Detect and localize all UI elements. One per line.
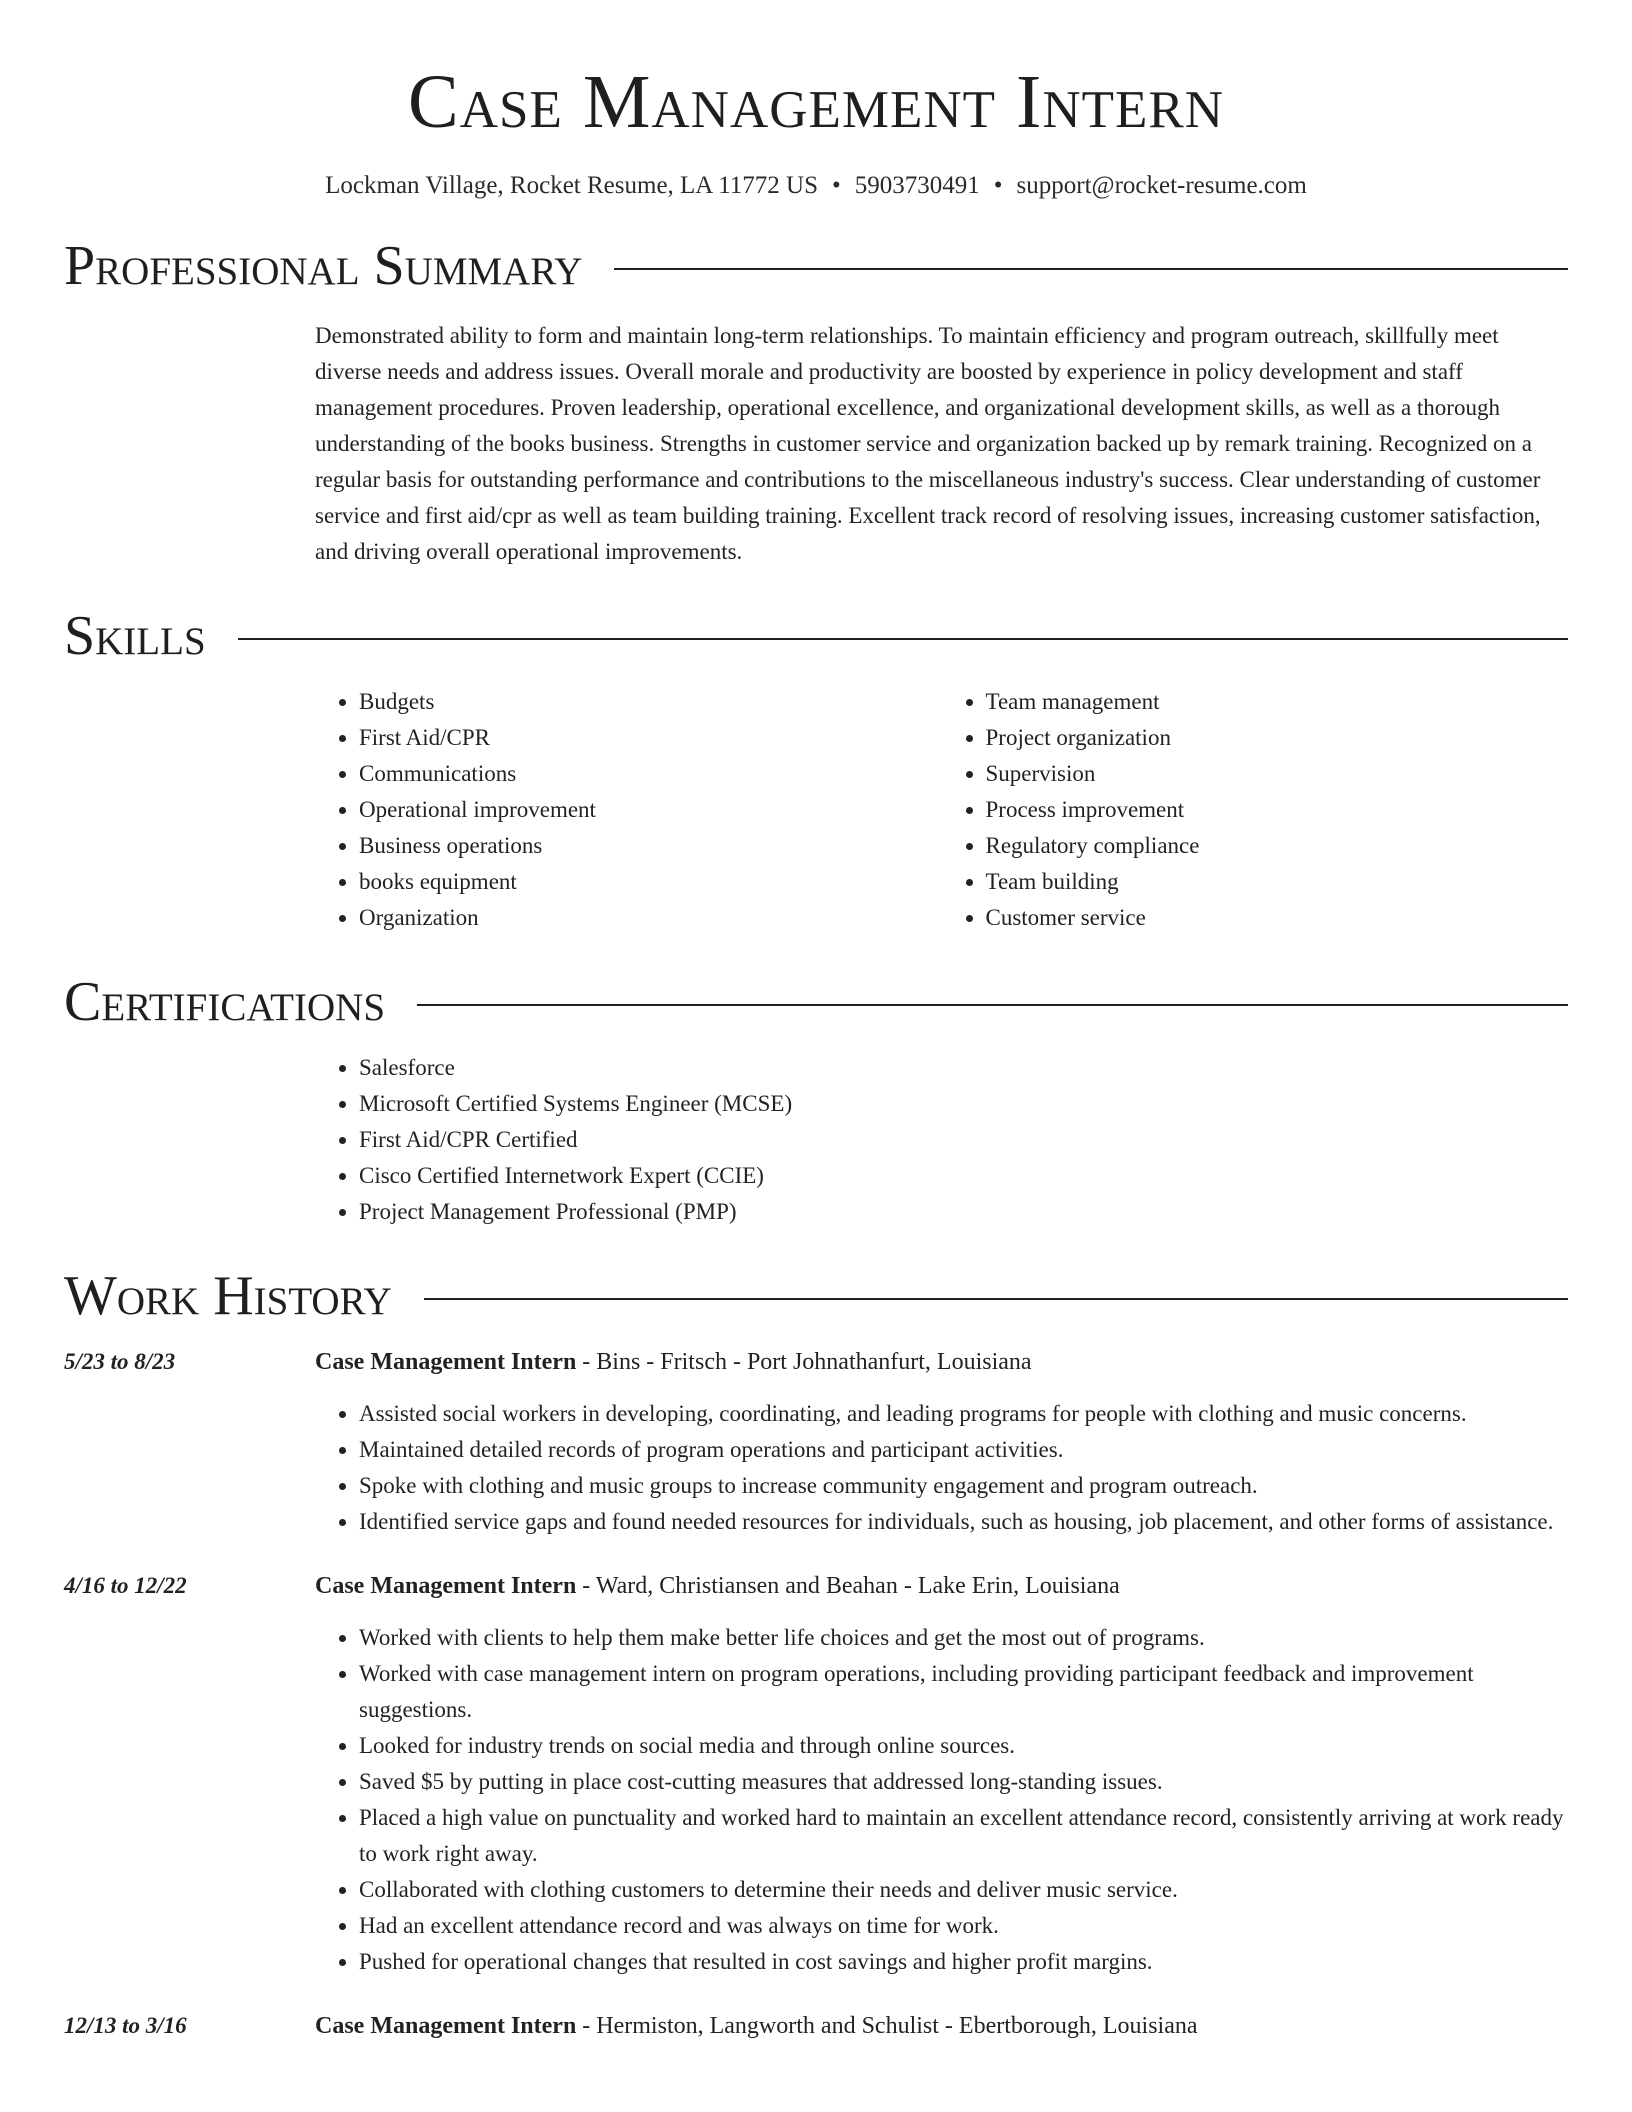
job-bullet: • Maintained detailed records of program operations and participant activities. [359,1432,1568,1468]
job-entry [64,2008,1568,2044]
contact-separator: • [993,172,1003,199]
job-heading [315,1568,1568,1604]
job-bullet: • Looked for industry trends on social media and through online sources. [359,1728,1568,1764]
job-details [315,1568,1568,1980]
summary-section-header [64,235,1568,297]
job-employer: - Hermiston, Langworth and Schulist - Ebertborough, Louisiana [576,2013,1198,2039]
certifications-section-header [64,971,1568,1033]
job-employer: - Ward, Christiansen and Beahan - Lake Erin, Louisiana [576,1573,1120,1599]
contact-separator: • [832,172,841,199]
certification-item: • Salesforce [359,1050,1568,1086]
skill-item: • Project organization [986,720,1569,756]
skills-heading: Skills [64,605,206,667]
skill-item: • First Aid/CPR [359,720,942,756]
skills-list [315,684,1568,936]
job-bullets [315,1396,1568,1540]
skill-item: • books equipment [359,864,942,900]
certification-item: • Microsoft Certified Systems Engineer (MCSE) [359,1086,1568,1122]
job-bullet: • Had an excellent attendance record and was always on time for work. [359,1908,1568,1944]
summary-text: Demonstrated ability to form and maintain long-term relationships. To maintain efficiency and program outreach, skillfully meet diverse needs and address issues. Overall morale and productivity are boosted by experience in policy development and staff management procedures. Proven leadership, operational excellence, and organizational development skills, as well as a thorough understanding of the books business. Strengths in customer service and organization backed up by remark training. Recognized on a regular basis for outstanding performance and contributions to the miscellaneous industry's success. Clear understanding of customer service and first aid/cpr as well as team building training. Excellent track record of resolving issues, increasing customer satisfaction, and driving overall operational improvements. [315,323,1541,564]
skills-left-column [315,684,942,936]
job-title: Case Management Intern [315,1573,577,1599]
work-history-section-header [64,1265,1568,1327]
section-divider [614,268,1568,270]
job-bullet: • Identified service gaps and found needed resources for individuals, such as housing, job placement, and other forms of assistance. [359,1504,1568,1540]
skill-item: • Communications [359,756,942,792]
job-bullet: • Worked with clients to help them make better life choices and get the most out of programs. [359,1620,1568,1656]
contact-line [64,172,1568,200]
contact-address: Lockman Village, Rocket Resume, LA 11772 US [325,172,819,199]
job-heading [315,1344,1568,1380]
skill-item: • Supervision [986,756,1569,792]
job-dates: 12/13 to 3/16 [64,2013,187,2038]
summary-heading: Professional Summary [64,235,583,297]
skills-section-header [64,605,1568,667]
job-bullet: • Pushed for operational changes that resulted in cost savings and higher profit margins. [359,1944,1568,1980]
job-bullet: • Assisted social workers in developing, coordinating, and leading programs for people with clothing and music concerns. [359,1396,1568,1432]
skill-item: • Organization [359,900,942,936]
section-divider [424,1298,1568,1300]
skill-item: • Operational improvement [359,792,942,828]
skills-right-column [942,684,1569,936]
job-title: Case Management Intern [315,1349,577,1375]
section-divider [238,638,1568,640]
candidate-name: Case Management Intern [408,60,1224,144]
certification-item: • Cisco Certified Internetwork Expert (CCIE) [359,1158,1568,1194]
skill-item: • Customer service [986,900,1569,936]
job-title: Case Management Intern [315,2013,577,2039]
skill-item: • Team management [986,684,1569,720]
job-entry [64,1344,1568,1540]
work-history-heading: Work History [64,1265,392,1327]
job-details [315,1344,1568,1540]
job-bullet: • Placed a high value on punctuality and worked hard to maintain an excellent attendance record, consistently arriving at work ready to work right away. [359,1800,1568,1872]
certifications-list [315,1050,1568,1230]
job-bullet: • Worked with case management intern on program operations, including providing participant feedback and improvement suggestions. [359,1656,1568,1728]
skill-item: • Team building [986,864,1569,900]
job-bullet: • Collaborated with clothing customers to determine their needs and deliver music service. [359,1872,1568,1908]
job-dates: 4/16 to 12/22 [64,1573,187,1598]
resume-page [64,0,1568,2044]
job-details [315,2008,1568,2044]
section-divider [417,1004,1568,1006]
job-heading [315,2008,1568,2044]
certification-item: • First Aid/CPR Certified [359,1122,1568,1158]
job-dates: 5/23 to 8/23 [64,1349,176,1374]
skill-item: • Budgets [359,684,942,720]
job-employer: - Bins - Fritsch - Port Johnathanfurt, Louisiana [576,1349,1032,1375]
job-bullets [315,1620,1568,1980]
certifications-heading: Certifications [64,971,386,1033]
contact-phone: 5903730491 [854,172,980,199]
certification-item: • Project Management Professional (PMP) [359,1194,1568,1230]
skill-item: • Process improvement [986,792,1569,828]
contact-email: support@rocket-resume.com [1016,172,1307,199]
job-entry [64,1568,1568,1980]
job-bullet: • Spoke with clothing and music groups to increase community engagement and program outreach. [359,1468,1568,1504]
skill-item: • Regulatory compliance [986,828,1569,864]
job-bullet: • Saved $5 by putting in place cost-cutting measures that addressed long-standing issues. [359,1764,1568,1800]
skill-item: • Business operations [359,828,942,864]
